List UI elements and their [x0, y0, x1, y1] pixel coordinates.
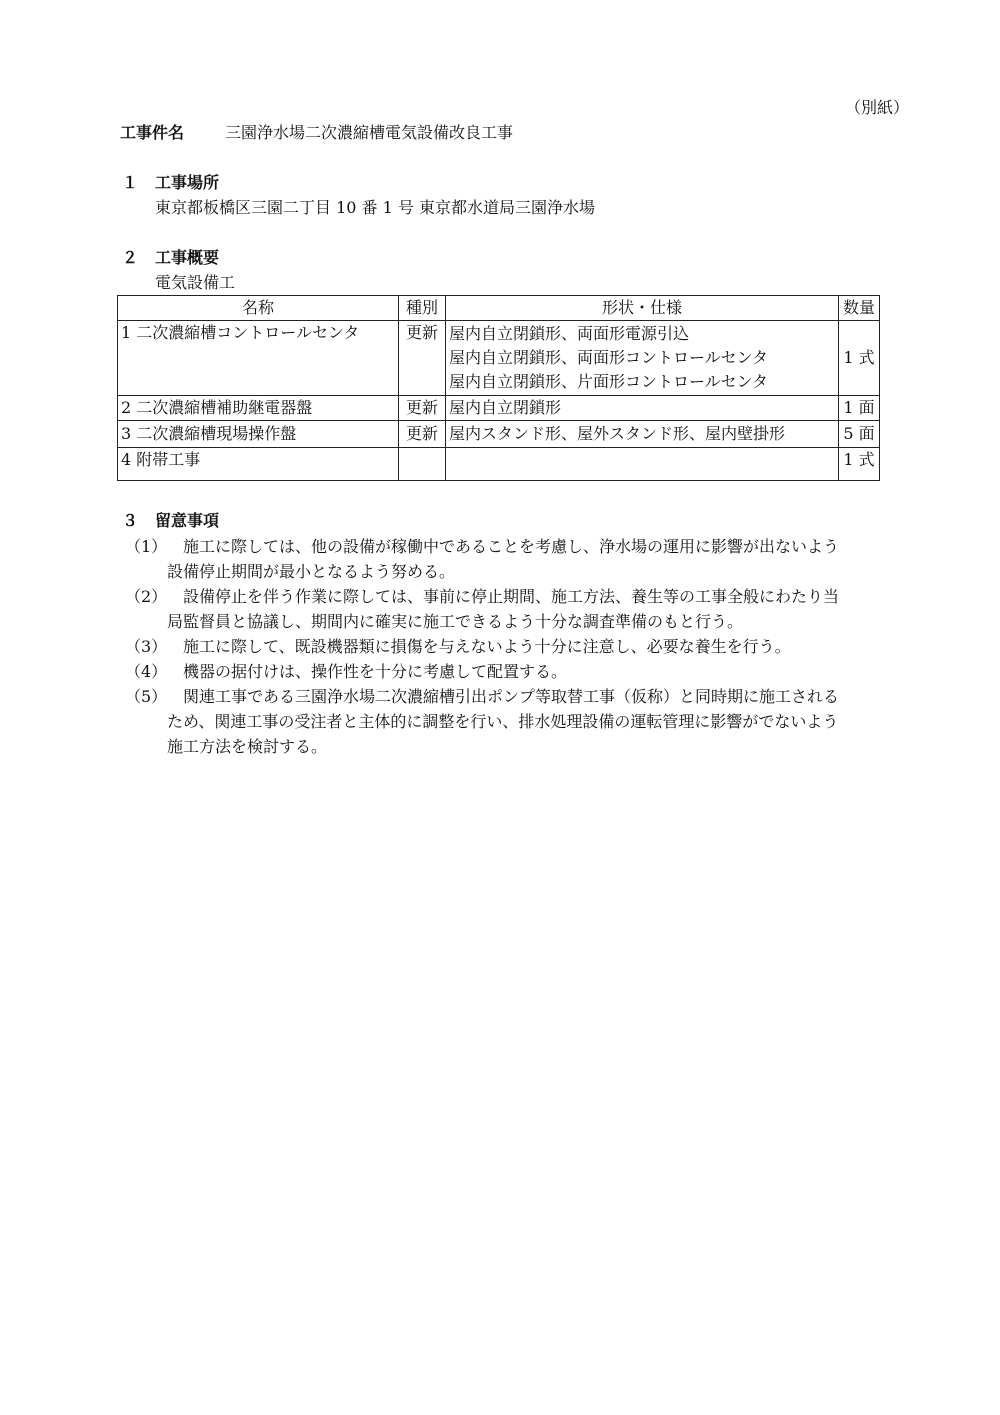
note-text: 設備停止を伴う作業に際しては、事前に停止期間、施工方法、養生等の工事全般にわたり当 — [183, 587, 840, 606]
table-row — [118, 396, 880, 421]
row-name: 3 二次濃縮槽現場操作盤 — [118, 421, 399, 448]
row-qty: 5 面 — [839, 421, 880, 448]
note-number: （4） — [125, 662, 168, 681]
table-row — [118, 321, 880, 396]
row-spec: 屋内自立閉鎖形 — [446, 396, 839, 421]
row-type: 更新 — [399, 396, 446, 421]
row-qty: 1 式 — [839, 448, 880, 481]
note-item — [125, 659, 910, 684]
note-text-cont: 設備停止期間が最小となるよう努める。 — [167, 562, 456, 581]
note-item — [125, 684, 910, 759]
section-2-number: ２ — [122, 248, 139, 267]
table-row — [118, 448, 880, 481]
row-name: 4 附帯工事 — [118, 448, 399, 481]
note-number: （1） — [125, 537, 168, 556]
section-1-title: 工事場所 — [155, 173, 220, 192]
row-qty: 1 面 — [839, 396, 880, 421]
header-qty: 数量 — [839, 296, 880, 321]
attachment-label: （別紙） — [845, 98, 910, 117]
note-number: （2） — [125, 587, 168, 606]
note-text: 関連工事である三園浄水場二次濃縮槽引出ポンプ等取替工事（仮称）と同時期に施工される — [183, 687, 840, 706]
header-name: 名称 — [118, 296, 399, 321]
note-item — [125, 584, 910, 634]
row-spec: 屋内スタンド形、屋外スタンド形、屋内壁掛形 — [446, 421, 839, 448]
work-overview-table — [117, 295, 880, 481]
row-spec — [446, 321, 839, 396]
row-name: 1 二次濃縮槽コントロールセンタ — [118, 321, 399, 396]
section-2-title: 工事概要 — [155, 248, 220, 267]
section-2-subheading: 電気設備工 — [155, 273, 236, 292]
spec-line: 屋内自立閉鎖形、片面形コントロールセンタ — [449, 372, 769, 391]
note-number: （5） — [125, 687, 168, 706]
row-name: 2 二次濃縮槽補助継電器盤 — [118, 396, 399, 421]
table-row — [118, 421, 880, 448]
note-item — [125, 534, 910, 584]
row-spec — [446, 448, 839, 481]
spec-line: 屋内自立閉鎖形、両面形コントロールセンタ — [449, 348, 769, 367]
section-1-number: １ — [122, 173, 139, 192]
row-qty: 1 式 — [839, 321, 880, 396]
section-3-number: ３ — [122, 511, 139, 530]
header-type: 種別 — [399, 296, 446, 321]
section-1-heading — [122, 175, 219, 191]
project-title: 三園浄水場二次濃縮槽電気設備改良工事 — [225, 123, 514, 142]
row-type: 更新 — [399, 321, 446, 396]
note-number: （3） — [125, 637, 168, 656]
note-text: 機器の据付けは、操作性を十分に考慮して配置する。 — [183, 662, 568, 681]
spec-line: 屋内自立閉鎖形、両面形電源引込 — [449, 324, 690, 343]
note-text-cont: ため、関連工事の受注者と主体的に調整を行い、排水処理設備の運転管理に影響がでないよう — [167, 712, 839, 731]
project-title-label: 工事件名 — [120, 123, 185, 142]
row-type — [399, 448, 446, 481]
header-spec: 形状・仕様 — [446, 296, 839, 321]
note-text: 施工に際しては、他の設備が稼働中であることを考慮し、浄水場の運用に影響が出ないよう — [183, 537, 840, 556]
note-text-cont: 施工方法を検討する。 — [167, 737, 328, 756]
section-3-title: 留意事項 — [155, 511, 220, 530]
section-3-heading — [122, 513, 219, 529]
row-type: 更新 — [399, 421, 446, 448]
note-text: 施工に際して、既設機器類に損傷を与えないよう十分に注意し、必要な養生を行う。 — [183, 637, 791, 656]
table-header-row — [118, 296, 880, 321]
note-item — [125, 634, 910, 659]
note-text-cont: 局監督員と協議し、期間内に確実に施工できるよう十分な調査準備のもと行う。 — [167, 612, 744, 631]
construction-location: 東京都板橋区三園二丁目 10 番 1 号 東京都水道局三園浄水場 — [155, 198, 595, 217]
section-2-heading — [122, 250, 219, 266]
